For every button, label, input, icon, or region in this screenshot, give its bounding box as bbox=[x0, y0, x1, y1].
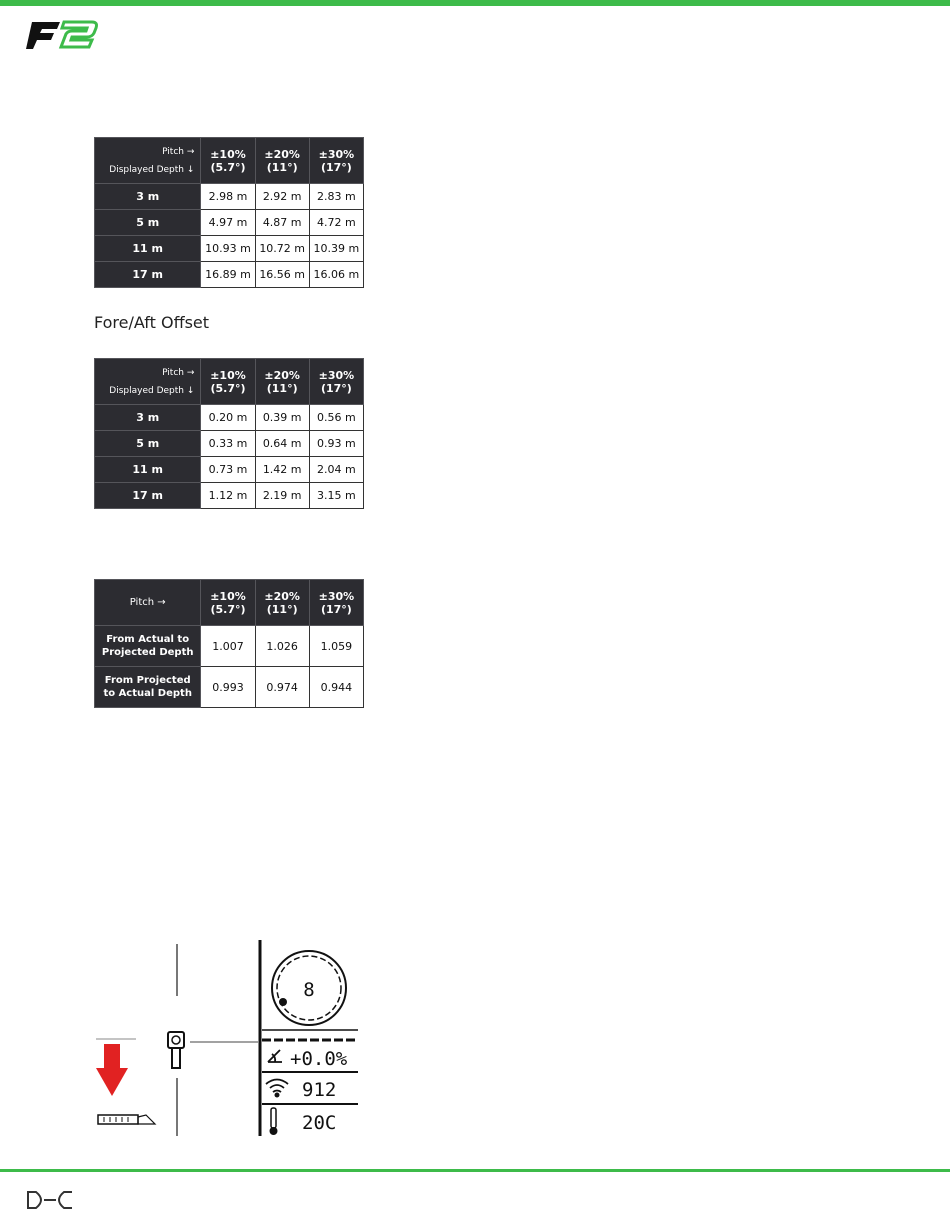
table-cell: 1.12 m bbox=[201, 483, 255, 509]
row-header: 11 m bbox=[95, 236, 201, 262]
table-cell: 2.19 m bbox=[255, 483, 309, 509]
table-corner: Pitch → Displayed Depth ↓ bbox=[95, 138, 201, 184]
column-header: ±30% (17°) bbox=[309, 580, 363, 626]
footer-accent-bar bbox=[0, 1169, 950, 1172]
thermometer-icon bbox=[270, 1108, 278, 1135]
table-cell: 4.72 m bbox=[309, 210, 363, 236]
row-header: 5 m bbox=[95, 210, 201, 236]
column-header: ±20% (11°) bbox=[255, 359, 309, 405]
table-row bbox=[95, 262, 364, 288]
pitch-value: +0.0% bbox=[290, 1048, 348, 1070]
row-header: 11 m bbox=[95, 457, 201, 483]
table-row bbox=[95, 236, 364, 262]
dci-logo bbox=[26, 1190, 74, 1210]
table-cell: 1.059 bbox=[309, 626, 363, 667]
table-cell: 16.56 m bbox=[255, 262, 309, 288]
row-header: 3 m bbox=[95, 184, 201, 210]
column-header: ±10% (5.7°) bbox=[201, 359, 255, 405]
table-cell: 16.89 m bbox=[201, 262, 255, 288]
table-row bbox=[95, 457, 364, 483]
table-cell: 10.93 m bbox=[201, 236, 255, 262]
table-cell: 0.33 m bbox=[201, 431, 255, 457]
table-cell: 4.97 m bbox=[201, 210, 255, 236]
offset-table bbox=[94, 358, 364, 509]
table-cell: 10.72 m bbox=[255, 236, 309, 262]
table-row bbox=[95, 405, 364, 431]
table-row bbox=[95, 667, 364, 708]
locator-icon bbox=[168, 1032, 184, 1068]
table-cell: 0.39 m bbox=[255, 405, 309, 431]
table-cell: 0.993 bbox=[201, 667, 255, 708]
row-header: From Actual to Projected Depth bbox=[95, 626, 201, 667]
table-cell: 2.04 m bbox=[309, 457, 363, 483]
table-row bbox=[95, 210, 364, 236]
row-header: 17 m bbox=[95, 262, 201, 288]
transmitter-icon bbox=[98, 1115, 155, 1124]
top-accent-bar bbox=[0, 0, 950, 6]
table-row bbox=[95, 184, 364, 210]
conversion-table bbox=[94, 579, 364, 708]
row-header: 5 m bbox=[95, 431, 201, 457]
table-corner: Pitch → Displayed Depth ↓ bbox=[95, 359, 201, 405]
table-cell: 3.15 m bbox=[309, 483, 363, 509]
column-header: ±10% (5.7°) bbox=[201, 138, 255, 184]
column-header: ±30% (17°) bbox=[309, 359, 363, 405]
table-cell: 1.026 bbox=[255, 626, 309, 667]
table-cell: 1.007 bbox=[201, 626, 255, 667]
table-cell: 1.42 m bbox=[255, 457, 309, 483]
column-header: ±30% (17°) bbox=[309, 138, 363, 184]
table-cell: 16.06 m bbox=[309, 262, 363, 288]
signal-value: 912 bbox=[302, 1079, 337, 1101]
table-row bbox=[95, 431, 364, 457]
temperature-value: 20C bbox=[302, 1112, 337, 1134]
column-header: ±10% (5.7°) bbox=[201, 580, 255, 626]
table-cell: 0.20 m bbox=[201, 405, 255, 431]
table-row bbox=[95, 626, 364, 667]
table-cell: 0.944 bbox=[309, 667, 363, 708]
table-cell: 0.974 bbox=[255, 667, 309, 708]
row-header: From Projected to Actual Depth bbox=[95, 667, 201, 708]
table-cell: 0.56 m bbox=[309, 405, 363, 431]
row-header: 17 m bbox=[95, 483, 201, 509]
locator-display bbox=[92, 938, 362, 1138]
roll-value: 8 bbox=[303, 979, 315, 1001]
table-cell: 4.87 m bbox=[255, 210, 309, 236]
table-row bbox=[95, 483, 364, 509]
f2-logo bbox=[26, 18, 106, 52]
signal-icon bbox=[266, 1080, 288, 1098]
column-header: ±20% (11°) bbox=[255, 580, 309, 626]
section-title: Fore/Aft Offset bbox=[94, 313, 210, 332]
table-cell: 0.93 m bbox=[309, 431, 363, 457]
row-header: 3 m bbox=[95, 405, 201, 431]
pitch-icon bbox=[268, 1050, 282, 1062]
table-cell: 2.98 m bbox=[201, 184, 255, 210]
table-cell: 0.73 m bbox=[201, 457, 255, 483]
table-cell: 0.64 m bbox=[255, 431, 309, 457]
table-cell: 2.83 m bbox=[309, 184, 363, 210]
table-cell: 2.92 m bbox=[255, 184, 309, 210]
table-cell: 10.39 m bbox=[309, 236, 363, 262]
column-header: ±20% (11°) bbox=[255, 138, 309, 184]
arrow-down-icon bbox=[96, 1044, 128, 1096]
depth-table-1 bbox=[94, 137, 364, 288]
table-corner: Pitch → bbox=[95, 580, 201, 626]
